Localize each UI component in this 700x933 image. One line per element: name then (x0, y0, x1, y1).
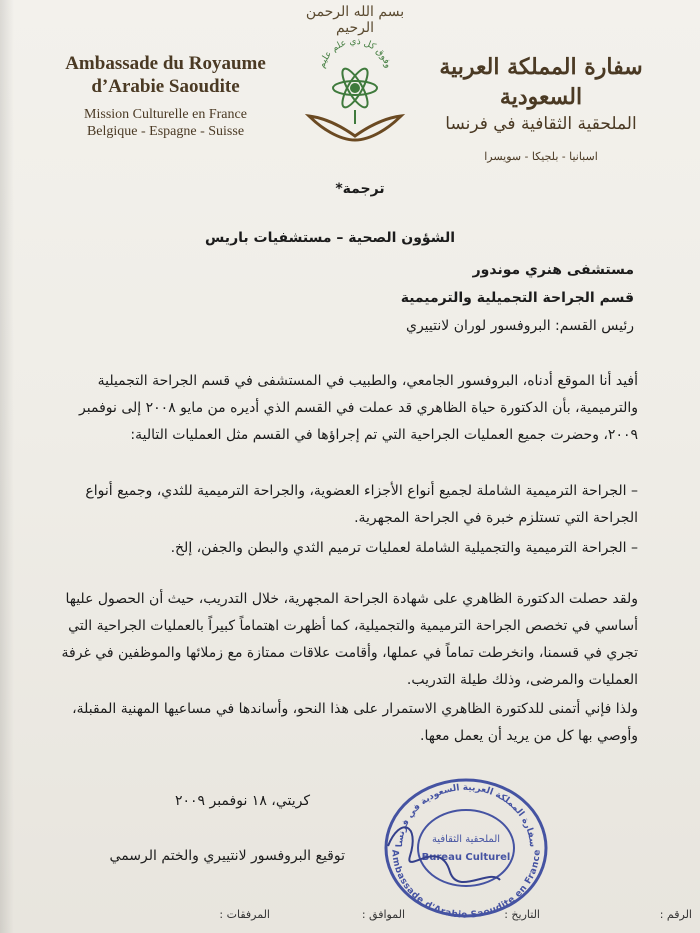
letterhead-arabic (426, 52, 656, 164)
department-name: قسم الجراحة التجميلية والترميمية (400, 290, 634, 306)
document-title: ترجمة* (335, 181, 385, 197)
footer-ref-label: الرقم : (659, 908, 692, 921)
stamp-outer-arabic: سفارة المملكة العربية السعودية في فرنسا (394, 782, 538, 848)
bullet-item-aesthetic: – الجراحة الترميمية والتجميلية الشاملة لعمليات ترميم الثدي والبطن والجفن، إلخ. (170, 540, 638, 556)
mission-countries: Belgique - Espagne - Suisse (86, 124, 245, 139)
paragraph-recommendation: ولذا فإني أتمنى للدكتورة الظاهري الاستمرار على هذا النحو، وأساندها في مساعيها المهنية المقبلة، وأوصي بها كل من يريد أن يعمل معها. (72, 701, 638, 744)
stamp-inner-arabic: الملحقية الثقافية (431, 834, 501, 845)
signature-line: توقيع البروفسور لانتييري والختم الرسمي (109, 848, 345, 864)
embassy-name-line1: Ambassade du Royaume (65, 53, 266, 74)
paragraph-intro: أفيد أنا الموقع أدناه، البروفسور الجامعي، والطبيب في المستشفى في قسم الجراحة التجميلية والترميمية، بأن الدكتورة حياة الظاهري قد عملت في القسم الذي أديره من مايو ٢٠٠٨ إلى نوفمبر ٢٠٠٩، وحضرت جميع العمليات الجراحية التي تم إجراؤها في القسم مثل العمليات التالية: (79, 373, 638, 443)
footer-agreed-label: الموافق : (361, 908, 405, 921)
cultural-mission-emblem (303, 28, 407, 146)
letterhead-french (58, 52, 273, 140)
embassy-name-line2: d’Arabie Saoudite (91, 76, 240, 97)
bullet-item-reconstructive: – الجراحة الترميمية الشاملة لجميع أنواع الأجزاء العضوية، والجراحة الترميمية للثدي، وجميع أنواع الجراحة التي تستلزم خبرة في الجراحة المجهرية. (85, 483, 638, 526)
date-line: كريتي، ١٨ نوفمبر ٢٠٠٩ (174, 793, 310, 809)
stamp-outer-french: Ambassade d'Arabie Saoudite en France (389, 849, 543, 918)
mission-countries-arabic: اسبانيا - بلجيكا - سويسرا (484, 150, 598, 163)
stamp-inner-french: Bureau Culturel (421, 852, 511, 863)
footer-attachments-label: المرفقات : (219, 908, 270, 921)
subject-line: الشؤون الصحية – مستشفيات باريس (205, 230, 455, 246)
mission-name: Mission Culturelle en France (84, 107, 247, 122)
official-stamp (380, 776, 552, 918)
page-shadow (0, 0, 14, 933)
embassy-name-arabic: سفارة المملكة العربية السعودية (439, 54, 643, 110)
basmala: بسم الله الرحمن الرحيم (305, 4, 405, 36)
department-head: رئيس القسم: البروفسور لوران لانتييري (406, 318, 634, 334)
emblem-motto: وفوق كل ذي علم عليم (317, 36, 393, 70)
footer-reference-bar (0, 906, 700, 928)
hospital-name: مستشفى هنري موندور (472, 262, 634, 278)
mission-name-arabic: الملحقية الثقافية في فرنسا (445, 114, 637, 134)
footer-date-label: التاريخ : (504, 908, 540, 921)
paragraph-certificate: ولقد حصلت الدكتورة الظاهري على شهادة الجراحة المجهرية، خلال التدريب، حيث أن الحصول عليها أساسي في تخصص الجراحة الترميمية والتجميلية، كما أظهرت اهتماماً كبيراً بالعمليات الجراحية التي تجري في قسمنا، وانخرطت تماماً في عملها، وأقامت علاقات ممتازة مع زملائها والموظفين في غرفة العمليات والمرضى، وذلك طيلة التدريب. (61, 591, 638, 688)
